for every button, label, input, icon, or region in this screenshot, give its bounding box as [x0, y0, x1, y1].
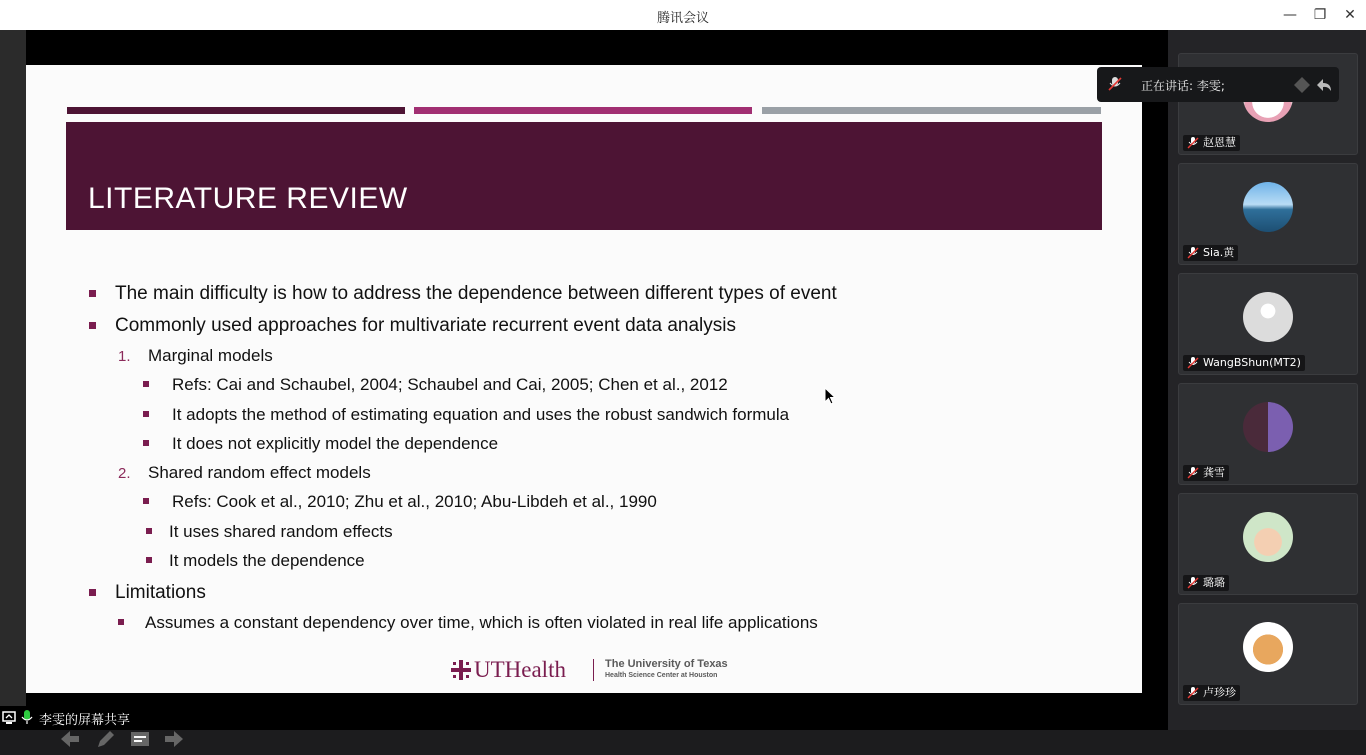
list-number: 1. [118, 348, 131, 365]
avatar [1243, 622, 1293, 672]
bullet-marker [89, 589, 96, 596]
stage-left-strip [0, 30, 26, 710]
participant-name: 赵恩慧 [1183, 135, 1240, 151]
participant-tile[interactable] [1178, 383, 1358, 485]
participant-name: 卢珍珍 [1183, 685, 1240, 701]
marginal-refs: Refs: Cai and Schaubel, 2004; Schaubel and Cai, 2005; Chen et al., 2012 [172, 375, 728, 394]
mouse-cursor-icon [824, 387, 836, 405]
bullet-limitations: Limitations [115, 582, 206, 603]
marginal-models-heading: Marginal models [148, 346, 273, 365]
avatar [1243, 292, 1293, 342]
logo-brand: UTHealth [474, 657, 566, 682]
bullet-marker [118, 619, 124, 625]
header-bar-3 [762, 107, 1101, 114]
participant-tile[interactable] [1178, 493, 1358, 595]
screen-share-icon [2, 711, 16, 725]
window-titlebar [0, 0, 1366, 30]
prev-slide-icon[interactable] [58, 728, 82, 752]
bullet-marker [143, 381, 149, 387]
marginal-item-3: It does not explicitly model the dependence [172, 434, 499, 453]
close-button[interactable]: ✕ [1344, 7, 1356, 23]
logo-university: The University of Texas [605, 658, 728, 670]
bullet-marker [143, 411, 149, 417]
logo-separator [593, 659, 594, 681]
bullet-marker [89, 290, 96, 297]
mic-muted-icon [1187, 687, 1199, 699]
bullet-marker [89, 322, 96, 329]
logo-center: Health Science Center at Houston [605, 672, 718, 679]
mic-muted-icon [1187, 137, 1199, 149]
participant-name: WangBShun(MT2) [1183, 355, 1305, 371]
shared-models-heading: Shared random effect models [148, 463, 371, 482]
participant-tile[interactable] [1178, 603, 1358, 705]
avatar [1243, 402, 1293, 452]
mic-muted-icon [1107, 76, 1123, 92]
bullet-marker [143, 498, 149, 504]
participant-name: 璐璐 [1183, 575, 1229, 591]
participant-tile[interactable] [1178, 163, 1358, 265]
slide-title: LITERATURE REVIEW [88, 182, 408, 215]
reply-icon[interactable] [1315, 76, 1333, 94]
title-banner [66, 122, 1102, 230]
shared-item-3: It models the dependence [169, 551, 365, 570]
shared-item-2: It uses shared random effects [169, 522, 393, 541]
bullet-main-difficulty: The main difficulty is how to address the dependence between different types of event [115, 283, 837, 304]
header-bar-1 [67, 107, 405, 114]
mic-muted-icon [1187, 247, 1199, 259]
window-title: 腾讯会议 [656, 11, 709, 26]
mic-muted-icon [1187, 577, 1199, 589]
header-bar-2 [414, 107, 752, 114]
pen-icon[interactable] [94, 728, 118, 752]
bullet-marker [146, 557, 152, 563]
diamond-icon[interactable] [1293, 76, 1311, 94]
speaking-text: 正在讲话: 李雯; [1141, 79, 1225, 93]
participant-name: Sia.黄 [1183, 245, 1238, 261]
participant-name: 龚雪 [1183, 465, 1229, 481]
restore-button[interactable]: ❐ [1313, 7, 1327, 23]
marginal-item-2: It adopts the method of estimating equation and uses the robust sandwich formula [172, 405, 790, 424]
bullet-marker [143, 440, 149, 446]
presentation-slide [26, 65, 1142, 693]
mic-on-icon [21, 710, 33, 725]
shared-refs: Refs: Cook et al., 2010; Zhu et al., 2010; Abu-Libdeh et al., 1990 [172, 492, 657, 511]
uthealth-mark-icon [450, 659, 472, 681]
avatar [1243, 512, 1293, 562]
slide-menu-icon[interactable] [128, 728, 152, 752]
avatar [1243, 182, 1293, 232]
screen-share-bar [0, 706, 1168, 730]
bullet-marker [146, 528, 152, 534]
next-slide-icon[interactable] [162, 728, 186, 752]
speaking-indicator [1097, 67, 1339, 102]
participants-panel [1168, 30, 1366, 730]
bullet-approaches: Commonly used approaches for multivariate recurrent event data analysis [115, 315, 736, 336]
mic-muted-icon [1187, 467, 1199, 479]
share-label: 李雯的屏幕共享 [39, 713, 131, 728]
participant-tile[interactable] [1178, 273, 1358, 375]
limitation-item: Assumes a constant dependency over time, which is often violated in real life applications [145, 613, 818, 632]
list-number: 2. [118, 465, 131, 482]
mic-muted-icon [1187, 357, 1199, 369]
minimize-button[interactable]: — [1283, 7, 1297, 23]
